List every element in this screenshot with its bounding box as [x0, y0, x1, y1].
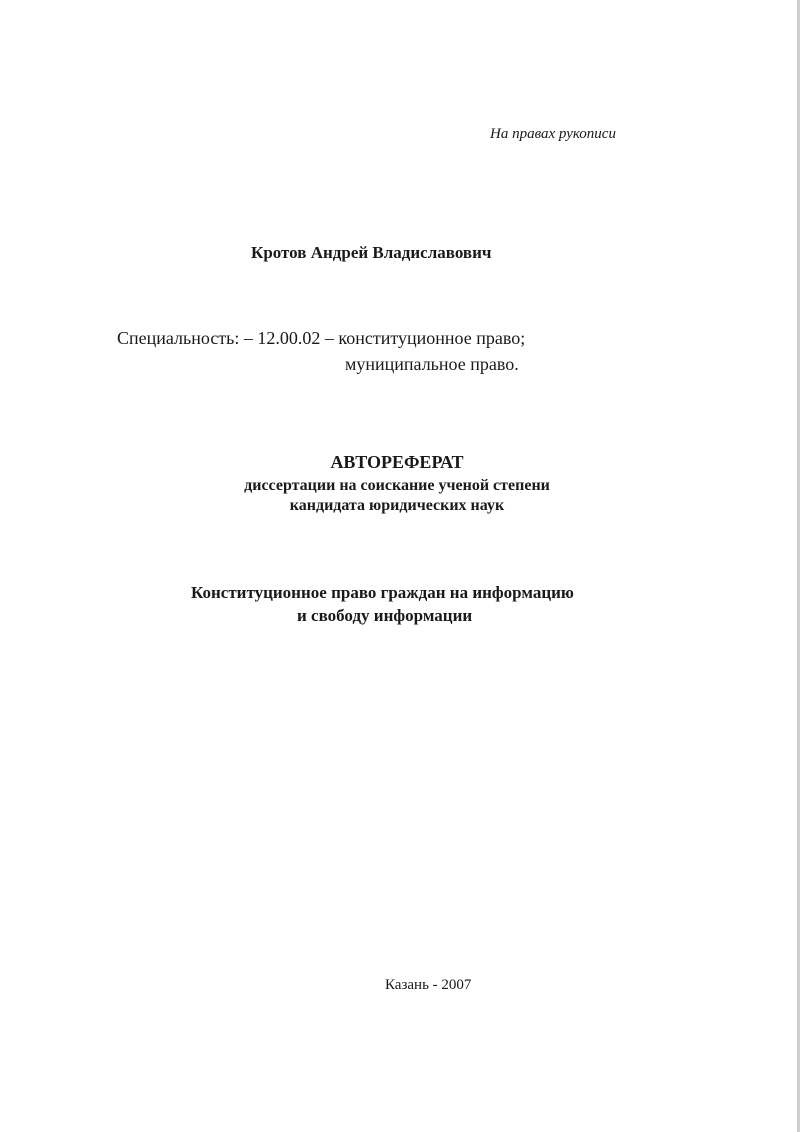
manuscript-note: На правах рукописи [490, 126, 616, 142]
thesis-title-line-1: Конституционное право граждан на информацию [191, 583, 574, 602]
specialty-line-2: муниципальное право. [345, 354, 519, 374]
document-type-line-2: кандидата юридических наук [289, 497, 505, 514]
thesis-title-line-2: и свободу информации [297, 606, 473, 625]
specialty-line-1: Специальность: – 12.00.02 – конституционное право; [117, 328, 526, 348]
city-year: Казань - 2007 [385, 977, 472, 993]
document-type-heading: АВТОРЕФЕРАТ [330, 452, 464, 472]
document-type-line-1: диссертации на соискание ученой степени [244, 477, 550, 494]
author-name: Кротов Андрей Владиславович [251, 243, 492, 262]
